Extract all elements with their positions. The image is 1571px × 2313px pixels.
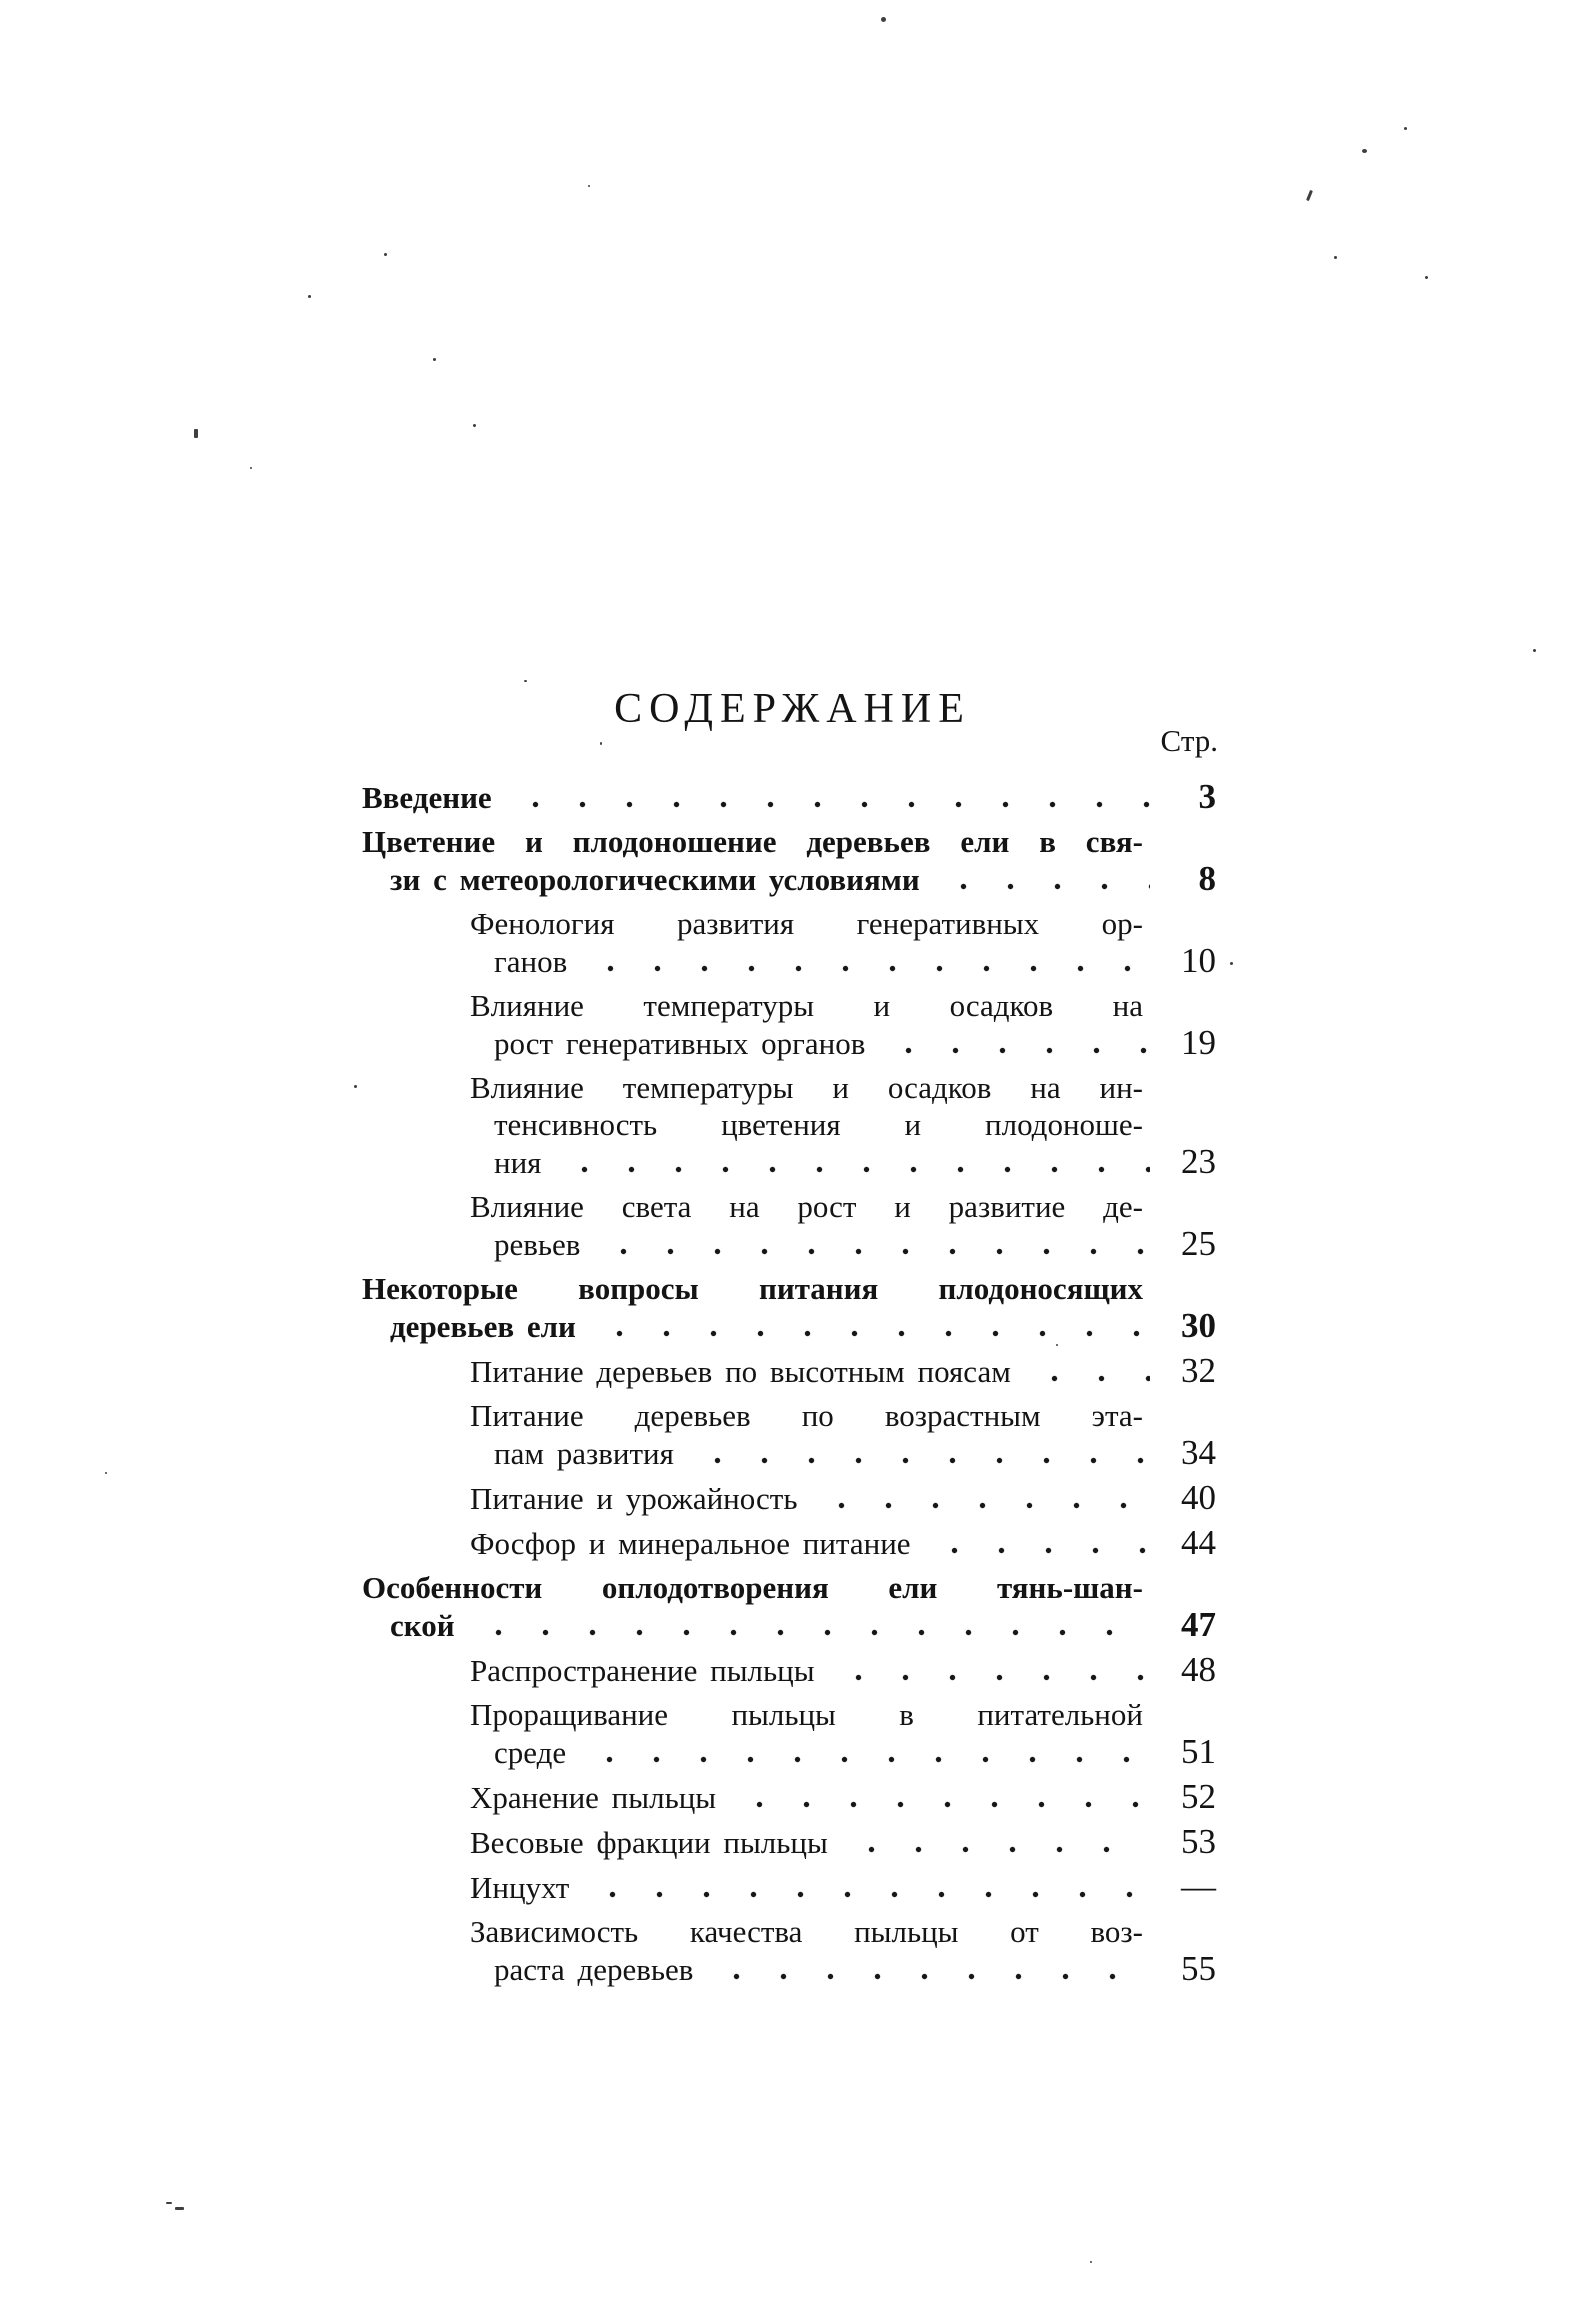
page-number: 52 xyxy=(1181,1777,1216,1816)
scan-speck xyxy=(166,2202,172,2204)
toc-entry-text: деревьев ели xyxy=(390,1309,576,1344)
dot-leader xyxy=(467,1606,1150,1644)
scan-speck xyxy=(433,358,436,361)
dot-leader xyxy=(840,1823,1150,1861)
page-number: — xyxy=(1181,1867,1216,1906)
dot-leader xyxy=(877,1024,1150,1062)
scan-speck xyxy=(524,680,527,682)
dot-leader xyxy=(578,1733,1150,1771)
scan-speck xyxy=(250,467,252,469)
toc-line xyxy=(362,1434,1216,1472)
toc-entry xyxy=(362,1569,1216,1644)
dot-leader xyxy=(810,1479,1151,1517)
scan-speck xyxy=(473,424,476,427)
page-number: 19 xyxy=(1181,1023,1216,1062)
toc-entry-text: ской xyxy=(390,1608,455,1643)
toc-line: Влияние света на рост и развитие де- xyxy=(470,1189,1143,1224)
toc-line: Влияние температуры и осадков на ин- xyxy=(470,1070,1143,1105)
page-number: 10 xyxy=(1181,941,1216,980)
page-number: 23 xyxy=(1181,1142,1216,1181)
scan-speck xyxy=(1334,256,1337,259)
toc-line xyxy=(362,778,1216,816)
toc-entry-text: Распространение пыльцы xyxy=(470,1653,815,1688)
toc-line: Зависимость качества пыльцы от воз- xyxy=(470,1914,1143,1949)
toc-entry-text: среде xyxy=(494,1735,567,1770)
dot-leader xyxy=(923,1524,1150,1562)
scan-speck xyxy=(1533,649,1536,652)
toc-entry xyxy=(362,1867,1216,1906)
toc-entry xyxy=(362,1188,1216,1263)
scan-speck xyxy=(1362,149,1367,153)
toc-entry-text: ревьев xyxy=(494,1227,581,1262)
scan-speck xyxy=(1056,1344,1058,1346)
page-number: 8 xyxy=(1198,859,1216,898)
toc-entry-text: раста деревьев xyxy=(494,1952,694,1987)
toc-entry xyxy=(362,1696,1216,1771)
toc-entry-text: Питание деревьев по высотным поясам xyxy=(470,1354,1011,1389)
toc-line: тенсивность цветения и плодоноше- xyxy=(494,1107,1143,1142)
toc-line: Влияние температуры и осадков на xyxy=(470,988,1143,1023)
scan-speck xyxy=(1090,2261,1092,2263)
toc-entry-text: пам развития xyxy=(494,1436,674,1471)
toc-line: Особенности оплодотворения ели тянь-шан- xyxy=(362,1570,1143,1605)
toc-entry xyxy=(362,1913,1216,1988)
toc-entry-text: ганов xyxy=(494,944,568,979)
toc-entry xyxy=(362,823,1216,898)
page-number: 40 xyxy=(1181,1478,1216,1517)
toc-entry xyxy=(362,1777,1216,1816)
toc-entry xyxy=(362,777,1216,816)
toc-list xyxy=(362,777,1216,1988)
page-number: 48 xyxy=(1181,1650,1216,1689)
dot-leader xyxy=(504,778,1150,816)
toc-line xyxy=(362,1307,1216,1345)
dot-leader xyxy=(728,1778,1150,1816)
toc-entry xyxy=(362,1069,1216,1181)
toc-line xyxy=(362,1225,1216,1263)
scan-speck xyxy=(384,253,387,256)
toc-entry xyxy=(362,1270,1216,1345)
toc-entry xyxy=(362,1397,1216,1472)
toc-line: Некоторые вопросы питания плодоносящих xyxy=(362,1271,1143,1306)
toc-entry-text: Хранение пыльцы xyxy=(470,1780,717,1815)
toc-entry xyxy=(362,1822,1216,1861)
page-number: 3 xyxy=(1198,777,1216,816)
scan-speck xyxy=(881,17,886,22)
page-number: 25 xyxy=(1181,1224,1216,1263)
toc-line xyxy=(362,1352,1216,1390)
scan-speck xyxy=(1404,127,1407,130)
toc-entry-text: зи с метеорологическими условиями xyxy=(390,862,920,897)
dot-leader xyxy=(553,1143,1150,1181)
toc-entry xyxy=(362,1523,1216,1562)
dot-leader xyxy=(705,1950,1150,1988)
scan-speck xyxy=(308,295,311,298)
toc-entry-text: Весовые фракции пыльцы xyxy=(470,1825,828,1860)
scan-speck xyxy=(105,1472,107,1474)
toc-line xyxy=(362,1950,1216,1988)
toc-entry xyxy=(362,1650,1216,1689)
page-title: СОДЕРЖАНИЕ xyxy=(614,686,971,732)
toc-line: Проращивание пыльцы в питательной xyxy=(470,1697,1143,1732)
page-number: 32 xyxy=(1181,1351,1216,1390)
scan-speck xyxy=(354,1085,357,1088)
scan-speck xyxy=(1306,190,1313,201)
scan-speck xyxy=(1425,276,1428,279)
dot-leader xyxy=(686,1434,1150,1472)
toc-line xyxy=(362,1823,1216,1861)
toc-entry-text: Инцухт xyxy=(470,1870,570,1905)
page-number: 53 xyxy=(1181,1822,1216,1861)
toc-line xyxy=(362,1024,1216,1062)
toc-line xyxy=(362,860,1216,898)
toc-entry-text: Питание и урожайность xyxy=(470,1481,798,1516)
page-number: 51 xyxy=(1181,1732,1216,1771)
toc-line xyxy=(362,1606,1216,1644)
scan-speck xyxy=(175,2207,184,2210)
toc-entry xyxy=(362,1478,1216,1517)
toc-entry-text: Введение xyxy=(362,780,492,815)
dot-leader xyxy=(588,1307,1150,1345)
page-number: 30 xyxy=(1181,1306,1216,1345)
dot-leader xyxy=(592,1225,1150,1263)
toc-line xyxy=(362,1868,1216,1906)
scan-speck xyxy=(600,742,602,745)
scan-speck xyxy=(588,185,590,187)
page-number: 44 xyxy=(1181,1523,1216,1562)
toc-line xyxy=(362,1143,1216,1181)
toc-line xyxy=(362,942,1216,980)
toc-line: Фенология развития генеративных ор- xyxy=(470,906,1143,941)
toc-entry-text: рост генеративных органов xyxy=(494,1026,866,1061)
toc-entry xyxy=(362,905,1216,980)
toc-entry-text: ния xyxy=(494,1145,542,1180)
dot-leader xyxy=(581,1868,1150,1906)
toc-line xyxy=(362,1651,1216,1689)
toc-entry xyxy=(362,987,1216,1062)
page-number: 34 xyxy=(1181,1433,1216,1472)
toc-line xyxy=(362,1733,1216,1771)
dot-leader xyxy=(1023,1352,1150,1390)
toc-entry-text: Фосфор и минеральное питание xyxy=(470,1526,911,1561)
page-number: 47 xyxy=(1181,1605,1216,1644)
toc-line xyxy=(362,1479,1216,1517)
scan-speck xyxy=(1230,962,1233,965)
dot-leader xyxy=(827,1651,1150,1689)
toc-entry xyxy=(362,1351,1216,1390)
toc-line: Питание деревьев по возрастным эта- xyxy=(470,1398,1143,1433)
toc-line: Цветение и плодоношение деревьев ели в свя- xyxy=(362,824,1143,859)
scan-speck xyxy=(194,429,198,438)
dot-leader xyxy=(932,860,1150,898)
page-column-header: Стр. xyxy=(1160,723,1218,758)
page-number: 55 xyxy=(1181,1949,1216,1988)
toc-line xyxy=(362,1778,1216,1816)
dot-leader xyxy=(579,942,1150,980)
toc-line xyxy=(362,1524,1216,1562)
